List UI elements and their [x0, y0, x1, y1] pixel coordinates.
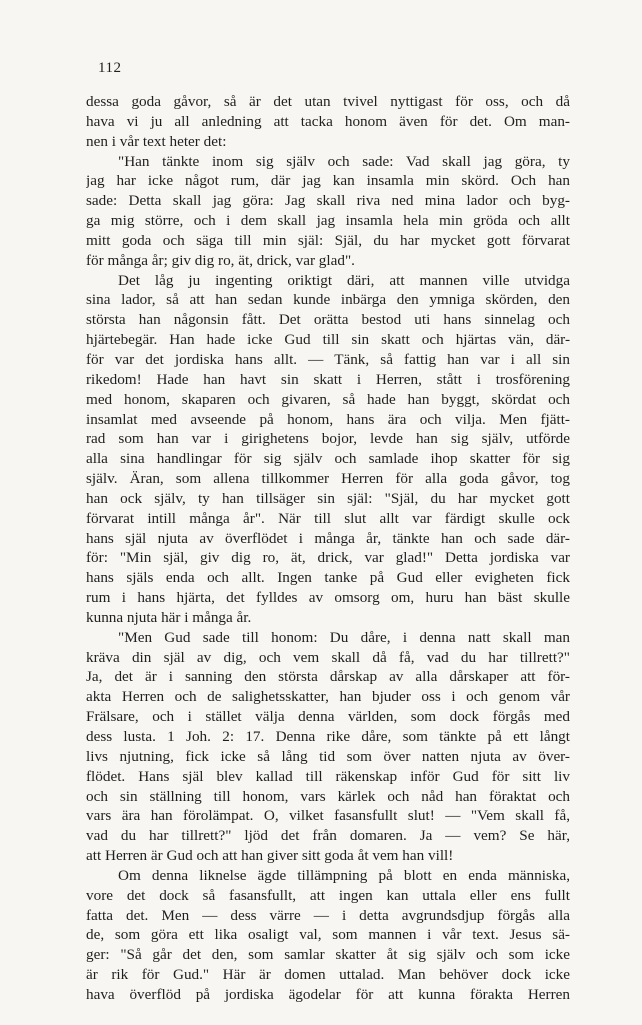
- text-line: han ock själv, ty han tillsäger sin själ: "Själ, du har mycket gott: [86, 489, 570, 507]
- text-line: hava vi ju all anledning att tacka honom även för det. Om man-: [86, 112, 570, 130]
- text-line: mitt goda och säga till min själ: Själ, du har mycket gott förvarat: [86, 231, 570, 249]
- text-line: Frälsare, och i stället välja denna världen, som dock förgås med: [86, 708, 570, 726]
- text-line: rikedom! Hade han havt sin skatt i Herren, stått i trosförening: [86, 370, 570, 388]
- text-line: för var det jordiska hans allt. — Tänk, så fattig han var i all sin: [86, 350, 570, 368]
- text-line: vore det dock så fasansfullt, att ingen kan uttala eller ens fullt: [86, 886, 570, 904]
- text-line: för: "Min själ, giv dig ro, ät, drick, var glad!" Detta jordiska var: [86, 549, 570, 567]
- text-line: nen i vår text heter det:: [86, 132, 227, 150]
- text-line: "Men Gud sade till honom: Du dåre, i denna natt skall man: [118, 628, 570, 646]
- text-line: rum i hans hjärta, det fylldes av omsorg om, huru han bäst skulle: [86, 589, 570, 607]
- text-line: sade: Detta skall jag göra: Jag skall riva ned mina lador och byg-: [86, 192, 570, 210]
- text-line: rad som han var i girighetens bojor, levde han sig själv, utförde: [86, 430, 570, 448]
- text-line: alla sina handlingar för sig själv och samlade ihop skatter för sig: [86, 450, 570, 468]
- text-line: för många år; giv dig ro, ät, drick, var glad".: [86, 251, 355, 269]
- text-line: hans själs enda och allt. Ingen tanke på Gud eller evigheten fick: [86, 569, 570, 587]
- text-line: hava överflöd på jordiska ägodelar för att kunna förakta Herren: [86, 985, 570, 1003]
- text-line: är rik för Gud." Här är domen uttalad. Man behöver dock icke: [86, 966, 570, 984]
- text-line: vars ära han förolämpat. O, vilket fasansfullt slut! — "Vem skall få,: [86, 807, 570, 825]
- text-line: Om denna liknelse ägde tillämpning på blott en enda människa,: [118, 866, 570, 884]
- text-line: sina lador, så att han sedan kunde inbärga den ymniga skörden, den: [86, 291, 570, 309]
- text-line: Det låg ju ingenting oriktigt däri, att mannen ville utvidga: [118, 271, 570, 289]
- text-line: "Han tänkte inom sig själv och sade: Vad skall jag göra, ty: [118, 152, 570, 170]
- text-line: med honom, skaparen och givaren, så hade han byggt, skördat och: [86, 390, 570, 408]
- text-line: att Herren är Gud och att han giver sitt goda åt vem han vill!: [86, 847, 454, 865]
- text-line: dess lusta. 1 Joh. 2: 17. Denna rike dåre, som tänkte på ett långt: [86, 728, 570, 745]
- text-line: flödet. Hans själ blev kallad till räkenskap inför Gud för sitt liv: [86, 767, 570, 785]
- text-line: de, som göra ett lika osaligt val, som mannen i vår text. Jesus sä-: [86, 926, 570, 944]
- text-line: själv. Äran, som allena tillkommer Herren för alla goda gåvor, tog: [86, 470, 570, 488]
- text-line: fatta det. Men — dess värre — i detta avgrundsdjup förgås alla: [86, 906, 570, 924]
- text-line: ger: "Så går det den, som samlar skatter åt sig själv och som icke: [86, 946, 570, 964]
- text-line: livs njutning, fick icke så lång tid som över natten njuta av över-: [86, 747, 570, 765]
- text-line: vad du har tillrett?" ljöd det från domaren. Ja — vem? Se här,: [86, 827, 570, 845]
- text-line: akta Herren och de salighetsskatter, han bjuder oss i och genom vår: [86, 688, 570, 706]
- text-line: insamlat med avseende på honom, hans ära och vilja. Men fjätt-: [86, 410, 570, 428]
- text-line: största han någonsin fått. Det orätta bestod uti hans sinnelag och: [86, 311, 570, 329]
- text-line: jag har icke något rum, där jag kan insamla min skörd. Och han: [86, 172, 570, 190]
- text-line: hans själ njuta av överflödet i många år, tänkte han och sade där-: [86, 529, 570, 547]
- text-line: Ja, det är i sanning den största dårskap av alla dårskaper att för-: [86, 668, 570, 686]
- text-line: hjärtebegär. Han hade icke Gud till sin skatt och hjärtas vän, där-: [86, 331, 570, 349]
- text-line: förvarat intill många år". När till slut allt var färdigt skulle ock: [86, 509, 570, 527]
- text-line: och sin ställning till honom, vars kärlek och nåd han föraktat och: [86, 787, 570, 805]
- text-line: kunna njuta här i många år.: [86, 608, 252, 626]
- text-line: kräva din själ av dig, och vem skall då få, vad du har tillrett?": [86, 648, 570, 666]
- text-line: ga mig större, och i dem skall jag insamla hela min gröda och allt: [86, 212, 570, 230]
- text-line: dessa goda gåvor, så är det utan tvivel nyttigast för oss, och då: [86, 93, 570, 110]
- page-number: 112: [98, 60, 122, 76]
- body-text: [86, 92, 570, 1005]
